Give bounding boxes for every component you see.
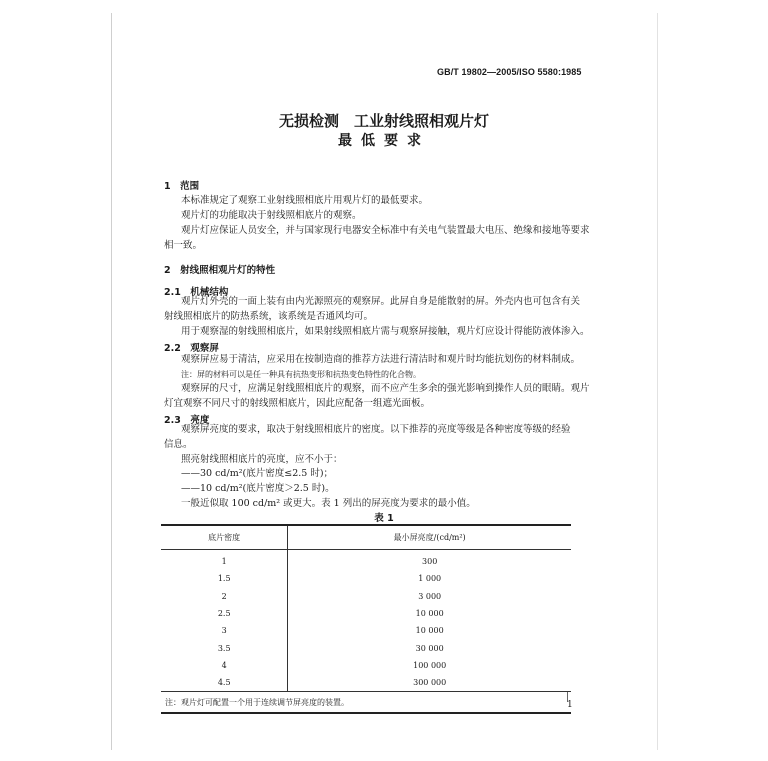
- density-cell: 2.5: [161, 605, 288, 622]
- density-cell: 3.5: [161, 639, 288, 656]
- section-1-para-3a: 观片灯应保证人员安全，并与国家现行电器安全标准中有关电气装置最大电压、绝缘和接地等要求: [181, 225, 590, 236]
- brightness-cell: 10 000: [415, 609, 444, 619]
- section-1-para-3b: 相一致。: [164, 240, 203, 251]
- standard-code: GB/T 19802—2005/ISO 5580:1985: [437, 67, 582, 77]
- page-number: 1: [567, 700, 573, 710]
- table-note-row: [161, 692, 571, 714]
- density-cell: 4.5: [161, 674, 288, 692]
- section-1-para-1: 本标准规定了观察工业射线照相底片用观片灯的最低要求。: [181, 195, 429, 206]
- density-cell: 1.5: [161, 570, 288, 587]
- section-2-3-para-2: 照亮射线照相底片的亮度，应不小于：: [181, 454, 343, 465]
- table-note: 注：观片灯可配置一个用于连续调节屏亮度的装置。: [161, 692, 571, 714]
- table-row: [161, 570, 571, 587]
- table-header-row: [161, 525, 571, 550]
- section-2-3-item-2: ——10 cd/m²(底片密度＞2.5 时)。: [181, 483, 335, 494]
- section-2-1-heading: 2.1 机械结构: [164, 287, 229, 298]
- density-cell: 2: [161, 588, 288, 605]
- table-row: [161, 639, 571, 656]
- section-2-3-heading: 2.3 亮度: [164, 415, 210, 426]
- brightness-cell: 10 000: [415, 626, 444, 636]
- section-2-2-para-1: 观察屏应易于清洁，应采用在按制造商的推荐方法进行清洁时和观片时均能抗划伤的材料制成。: [181, 354, 581, 365]
- table-header-density: 底片密度: [161, 525, 288, 550]
- density-cell: 1: [161, 550, 288, 571]
- section-2-2-note: 注：屏的材料可以是任一种具有抗热变形和抗热变色特性的化合物。: [181, 370, 421, 379]
- density-cell: 4: [161, 657, 288, 674]
- document-title: 无损检测 工业射线照相观片灯: [278, 112, 489, 130]
- section-2-3-para-1a: 观察屏亮度的要求，取决于射线照相底片的密度。以下推荐的亮度等级是各种密度等级的经验: [181, 424, 571, 435]
- section-2-1-para-2: 用于观察湿的射线照相底片，如果射线照相底片需与观察屏接触，观片灯应设计得能防液体渗入。: [181, 326, 590, 337]
- table-row: [161, 657, 571, 674]
- table-header-brightness: 最小屏亮度/(cd/m²): [288, 525, 571, 550]
- section-1-heading: 1 范围: [164, 181, 200, 192]
- brightness-cell: 1 000: [418, 574, 442, 584]
- table-row: [161, 622, 571, 639]
- section-1-para-2: 观片灯的功能取决于射线照相底片的观察。: [181, 210, 362, 221]
- brightness-cell: 300: [422, 557, 438, 567]
- brightness-cell: 300 000: [413, 678, 447, 688]
- section-2-3-para-3: 一般近似取 100 cd/m² 或更大。表 1 列出的屏亮度为要求的最小值。: [181, 498, 476, 509]
- brightness-cell: 30 000: [415, 643, 444, 653]
- brightness-cell: 100 000: [413, 660, 447, 670]
- section-2-heading: 2 射线照相观片灯的特性: [164, 265, 276, 276]
- brightness-table: [161, 524, 571, 714]
- section-2-1-para-1b: 射线照相底片的防热系统，该系统是否通风均可。: [164, 311, 374, 322]
- table-row: [161, 550, 571, 571]
- section-2-2-heading: 2.2 观察屏: [164, 343, 219, 354]
- table-row: [161, 588, 571, 605]
- brightness-cell: 3 000: [418, 591, 442, 601]
- table-row: [161, 605, 571, 622]
- section-2-2-para-2a: 观察屏的尺寸，应满足射线照相底片的观察，而不应产生多余的强光影响到操作人员的眼睛。观片: [181, 383, 590, 394]
- table-caption: 表 1: [374, 513, 394, 524]
- document-subtitle: 最低要求: [338, 133, 430, 149]
- section-2-3-para-1b: 信息。: [164, 439, 193, 450]
- section-2-1-para-1a: 观片灯外壳的一面上装有由内光源照亮的观察屏。此屏自身是能散射的屏。外壳内也可包含有关: [181, 296, 581, 307]
- section-2-2-para-2b: 灯宜观察不同尺寸的射线照相底片，因此应配备一组遮光面板。: [164, 398, 431, 409]
- density-cell: 3: [161, 622, 288, 639]
- section-2-3-item-1: ——30 cd/m²(底片密度≤2.5 时)；: [181, 468, 334, 479]
- table-row: [161, 674, 571, 692]
